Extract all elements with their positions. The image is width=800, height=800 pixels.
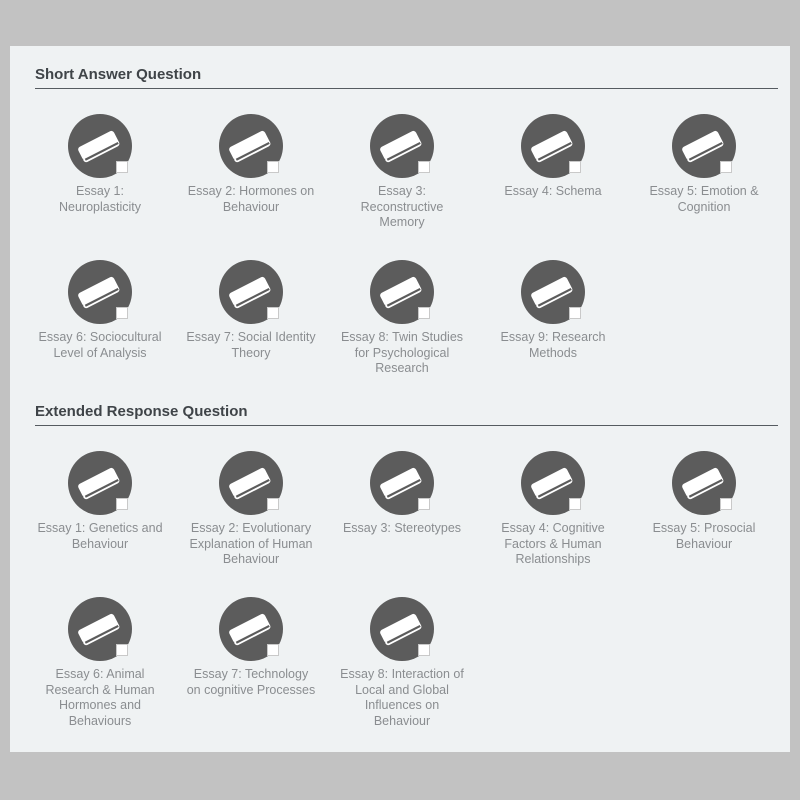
essay-checkbox[interactable] [267,161,279,173]
essay-label: Essay 5: Prosocial Behaviour [652,521,756,551]
essay-item[interactable] [639,451,769,552]
essay-checkbox[interactable] [116,498,128,510]
essay-checkbox[interactable] [720,498,732,510]
essay-label: Essay 8: Interaction of Local and Global Influences on Behaviour [340,667,464,728]
essay-label: Essay 7: Social Identity Theory [186,330,316,360]
essay-item[interactable] [488,114,618,200]
essay-item[interactable] [488,260,618,361]
essay-checkbox[interactable] [267,644,279,656]
essay-checkbox[interactable] [569,307,581,319]
essay-item[interactable] [639,114,769,215]
essay-item[interactable] [337,451,467,537]
section-short-answer [35,66,778,389]
essay-item[interactable] [488,451,618,568]
essay-grid [35,89,778,389]
section-title: Short Answer Question [35,66,778,89]
essay-item[interactable] [337,597,467,729]
essay-checkbox[interactable] [418,307,430,319]
essay-checkbox[interactable] [569,161,581,173]
essay-checkbox[interactable] [418,644,430,656]
essay-checkbox[interactable] [116,307,128,319]
essay-checkbox[interactable] [569,498,581,510]
essay-item[interactable] [186,114,316,215]
essay-item[interactable] [35,260,165,361]
essay-label: Essay 8: Twin Studies for Psychological Research [340,330,464,375]
essay-checkbox[interactable] [267,498,279,510]
essay-label: Essay 5: Emotion & Cognition [649,184,759,214]
essay-item[interactable] [35,597,165,729]
essay-label: Essay 2: Evolutionary Explanation of Human Behaviour [189,521,313,566]
essay-label: Essay 7: Technology on cognitive Processes [186,667,316,697]
essay-item[interactable] [35,451,165,552]
essay-label: Essay 3: Reconstructive Memory [360,184,444,229]
essay-item[interactable] [337,114,467,231]
essay-checkbox[interactable] [418,161,430,173]
essay-label: Essay 6: Sociocultural Level of Analysis [38,330,162,360]
essay-label: Essay 4: Cognitive Factors & Human Relationships [501,521,605,566]
essay-label: Essay 9: Research Methods [500,330,606,360]
essay-label: Essay 2: Hormones on Behaviour [187,184,315,214]
essay-label: Essay 4: Schema [504,184,602,198]
essay-label: Essay 1: Genetics and Behaviour [37,521,163,551]
essay-item[interactable] [35,114,165,215]
section-title: Extended Response Question [35,403,778,426]
section-extended-response [35,403,778,726]
content-panel [10,46,790,752]
essay-label: Essay 1: Neuroplasticity [59,184,141,214]
essay-label: Essay 6: Animal Research & Human Hormones and Behaviours [45,667,155,728]
essay-item[interactable] [337,260,467,377]
essay-grid [35,426,778,726]
essay-checkbox[interactable] [418,498,430,510]
essay-item[interactable] [186,260,316,361]
essay-label: Essay 3: Stereotypes [342,521,462,535]
essay-item[interactable] [186,597,316,698]
essay-checkbox[interactable] [116,644,128,656]
essay-checkbox[interactable] [116,161,128,173]
essay-checkbox[interactable] [720,161,732,173]
essay-item[interactable] [186,451,316,568]
essay-checkbox[interactable] [267,307,279,319]
